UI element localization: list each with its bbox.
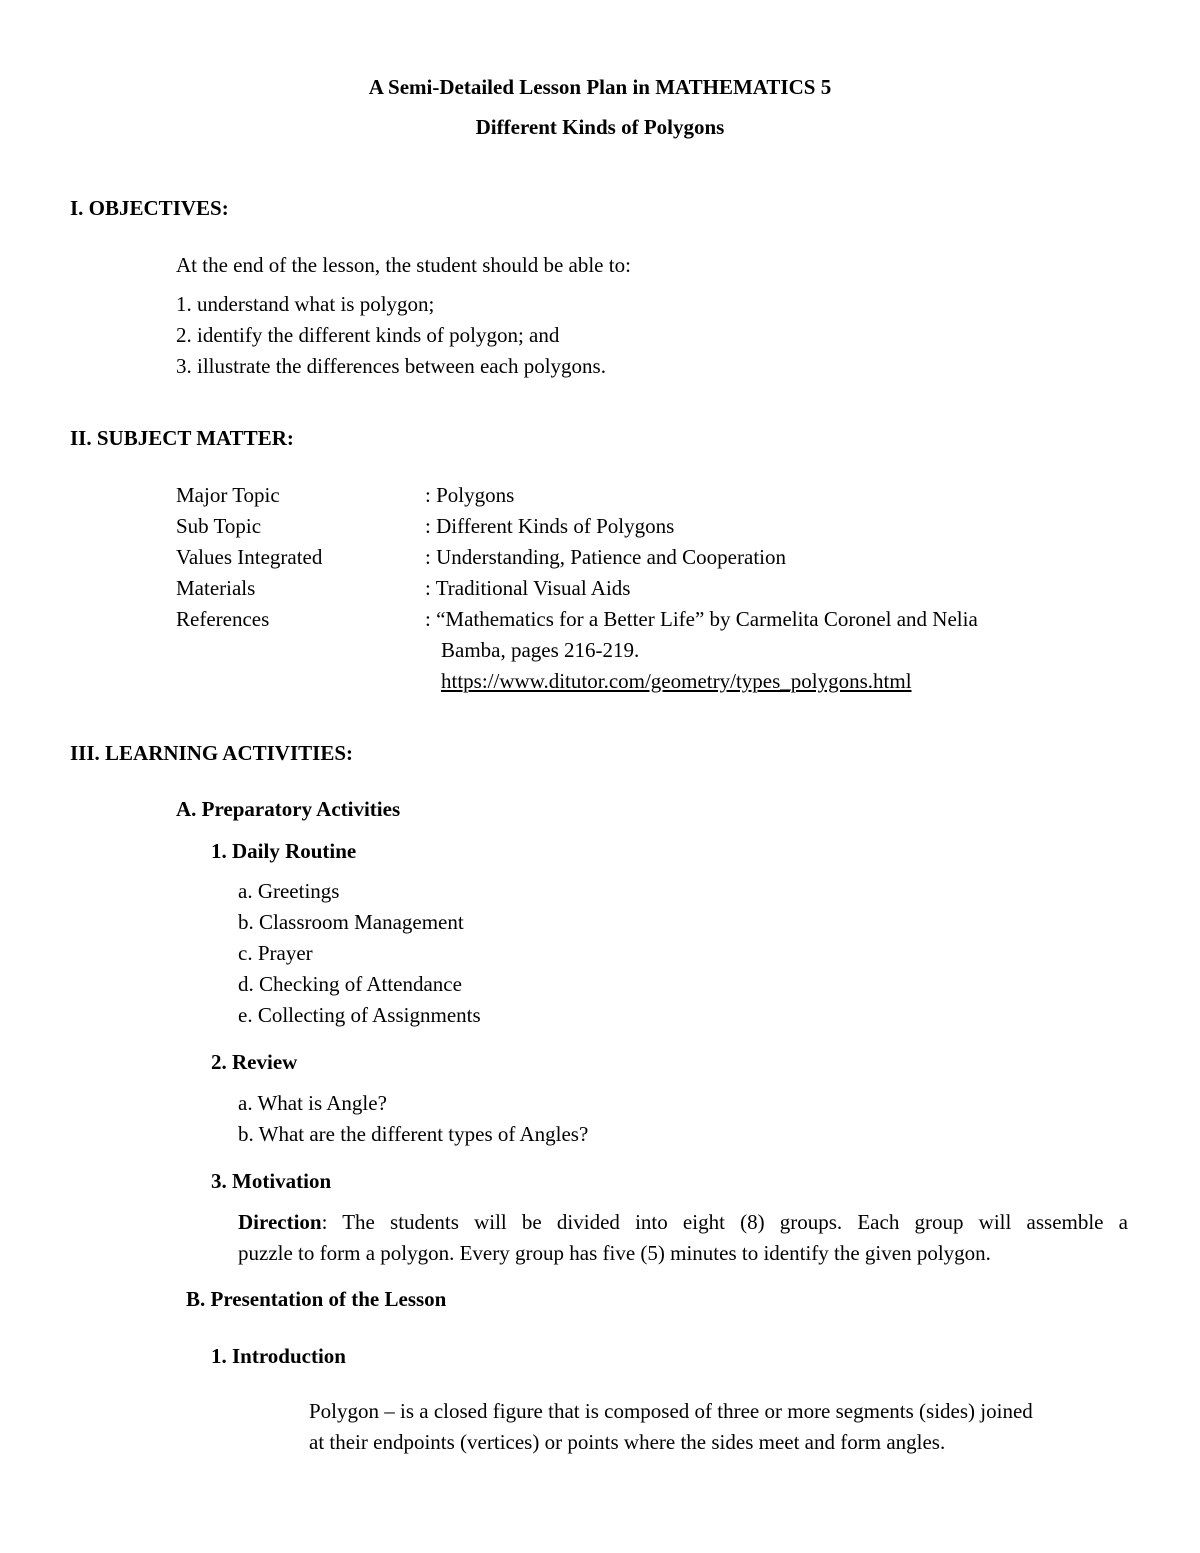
review-heading: 2. Review	[211, 1050, 298, 1074]
direction-line: puzzle to form a polygon. Every group has five (5) minutes to identify the given polygon.	[238, 1241, 991, 1265]
subject-row-value: : Different Kinds of Polygons	[425, 514, 675, 538]
presentation-heading: B. Presentation of the Lesson	[186, 1287, 447, 1311]
learning-activities-heading: III. LEARNING ACTIVITIES:	[70, 741, 353, 765]
polygon-definition: Polygon – is a closed figure that is composed of three or more segments (sides) joined	[309, 1399, 1033, 1423]
subject-row-label: Materials	[176, 576, 256, 600]
review-item: b. What are the different types of Angles?	[238, 1122, 589, 1146]
objectives-heading: I. OBJECTIVES:	[70, 196, 229, 220]
polygon-definition: at their endpoints (vertices) or points where the sides meet and form angles.	[309, 1430, 946, 1454]
subject-matter-heading: II. SUBJECT MATTER:	[70, 426, 294, 450]
daily-routine-heading: 1. Daily Routine	[211, 839, 357, 863]
subject-row-value: : Traditional Visual Aids	[425, 576, 631, 600]
routine-item: d. Checking of Attendance	[238, 972, 462, 996]
preparatory-heading: A. Preparatory Activities	[176, 797, 401, 821]
reference-link[interactable]: https://www.ditutor.com/geometry/types_polygons.html	[441, 669, 912, 693]
subject-row-value: : Polygons	[425, 483, 515, 507]
objectives-intro: At the end of the lesson, the student should be able to:	[176, 253, 631, 277]
reference-continuation: Bamba, pages 216-219.	[441, 638, 640, 662]
introduction-heading: 1. Introduction	[211, 1344, 346, 1368]
review-item: a. What is Angle?	[238, 1091, 387, 1115]
routine-item: e. Collecting of Assignments	[238, 1003, 481, 1027]
direction-label: Direction	[238, 1210, 322, 1234]
direction-text: : The students will be divided into eight (8) groups. Each group will assemble a	[321, 1210, 1128, 1234]
objective-item: 2. identify the different kinds of polygon; and	[176, 323, 560, 347]
routine-item: c. Prayer	[238, 941, 313, 965]
subject-row-label: Sub Topic	[176, 514, 262, 538]
routine-item: a. Greetings	[238, 879, 340, 903]
subject-row-label: Major Topic	[176, 483, 280, 507]
subject-row-label: References	[176, 607, 270, 631]
routine-item: b. Classroom Management	[238, 910, 464, 934]
document-title: A Semi-Detailed Lesson Plan in MATHEMATICS 5	[368, 75, 832, 99]
document-subtitle: Different Kinds of Polygons	[475, 115, 725, 139]
objective-item: 3. illustrate the differences between each polygons.	[176, 354, 606, 378]
subject-row-value: : Understanding, Patience and Cooperation	[425, 545, 786, 569]
objective-item: 1. understand what is polygon;	[176, 292, 435, 316]
subject-row-label: Values Integrated	[176, 545, 323, 569]
direction-line	[238, 1212, 1128, 1233]
motivation-heading: 3. Motivation	[211, 1169, 332, 1193]
subject-row-value: : “Mathematics for a Better Life” by Carmelita Coronel and Nelia	[425, 607, 978, 631]
